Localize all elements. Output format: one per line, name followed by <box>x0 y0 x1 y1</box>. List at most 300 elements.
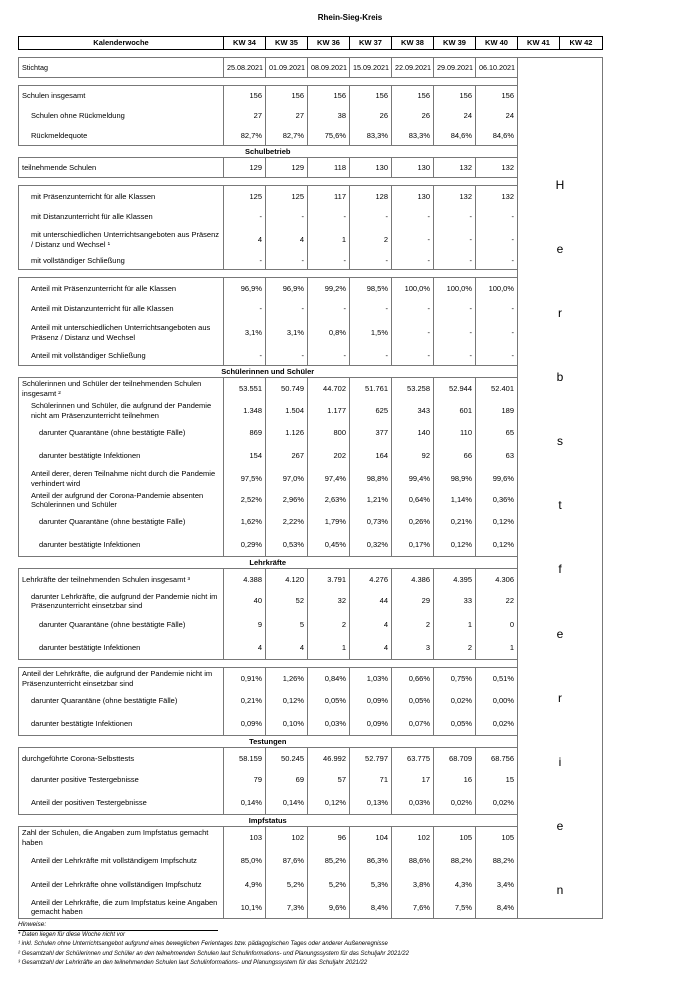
week-header: KW 35 <box>266 37 308 50</box>
date-cell: 29.09.2021 <box>434 58 476 78</box>
footnote-line: * Daten liegen für diese Woche nicht vor <box>18 932 126 939</box>
value-cell: 29 <box>392 590 434 613</box>
vertical-letter: e <box>556 242 564 257</box>
value-cell: 1 <box>434 613 476 637</box>
value-cell: - <box>266 252 308 270</box>
value-cell: 0,66% <box>392 668 434 690</box>
value-cell: 1.348 <box>224 400 266 422</box>
row-label: Anteil mit unterschiedlichen Unterrichtsangeboten aus Präsenz / Distanz und Wechsel <box>19 320 224 346</box>
value-cell: 2,96% <box>266 490 308 511</box>
week-header: KW 38 <box>392 37 434 50</box>
value-cell: 0,12% <box>308 792 350 815</box>
header-label: Kalenderwoche <box>19 37 224 50</box>
vertical-letter: n <box>556 882 564 897</box>
value-cell: 0,12% <box>476 534 518 557</box>
value-cell: 102 <box>266 827 308 849</box>
value-cell: 4.276 <box>350 569 392 590</box>
vertical-letter: H <box>555 178 565 192</box>
table-row <box>19 86 603 106</box>
week-header: KW 36 <box>308 37 350 50</box>
value-cell: 99,4% <box>392 468 434 490</box>
value-cell: 2,63% <box>308 490 350 511</box>
value-cell: - <box>350 252 392 270</box>
value-cell: - <box>266 299 308 320</box>
value-cell: 22 <box>476 590 518 613</box>
row-label: Lehrkräfte der teilnehmenden Schulen insgesamt ³ <box>19 569 224 590</box>
value-cell: 84,6% <box>476 126 518 146</box>
row-label: Anteil der Lehrkräfte, die zum Impfstatus keine Angaben gemacht haben <box>19 897 224 919</box>
row-label: Anteil mit Distanzunterricht für alle Klassen <box>19 299 224 320</box>
value-cell: 53.258 <box>392 378 434 400</box>
value-cell: 10,1% <box>224 897 266 919</box>
row-label: darunter Quarantäne (ohne bestätigte Fälle) <box>19 613 224 637</box>
value-cell: 869 <box>224 422 266 445</box>
row-label: Anteil der Lehrkräfte, die aufgrund der Pandemie nicht im Präsenzunterricht einsetzbar sind <box>19 668 224 690</box>
value-cell: 52.944 <box>434 378 476 400</box>
value-cell: 96,9% <box>224 278 266 299</box>
value-cell: 100,0% <box>392 278 434 299</box>
notes-lines <box>18 931 618 968</box>
value-cell: 52.797 <box>350 748 392 769</box>
value-cell: 85,2% <box>308 849 350 873</box>
value-cell: 125 <box>266 186 308 207</box>
value-cell: 63 <box>476 445 518 468</box>
value-cell: 82,7% <box>266 126 308 146</box>
value-cell: 0,07% <box>392 713 434 736</box>
value-cell: - <box>476 252 518 270</box>
value-cell: 1,5% <box>350 320 392 346</box>
value-cell: 110 <box>434 422 476 445</box>
week-header: KW 42 <box>560 37 603 50</box>
value-cell: 1,26% <box>266 668 308 690</box>
value-cell: 92 <box>392 445 434 468</box>
value-cell: 50.749 <box>266 378 308 400</box>
value-cell: 132 <box>434 158 476 178</box>
value-cell: - <box>434 346 476 366</box>
row-label: mit Distanzunterricht für alle Klassen <box>19 207 224 228</box>
value-cell: 189 <box>476 400 518 422</box>
value-cell: 98,5% <box>350 278 392 299</box>
value-cell: 125 <box>224 186 266 207</box>
autumn-holiday-note <box>518 58 603 919</box>
value-cell: - <box>392 346 434 366</box>
table-row <box>19 668 603 690</box>
vertical-letter: r <box>558 306 562 321</box>
value-cell: - <box>434 252 476 270</box>
value-cell: 65 <box>476 422 518 445</box>
value-cell: 0,36% <box>476 490 518 511</box>
value-cell: 2,52% <box>224 490 266 511</box>
value-cell: 15 <box>476 769 518 792</box>
value-cell: 24 <box>476 106 518 126</box>
header-row <box>19 37 603 50</box>
value-cell: 100,0% <box>476 278 518 299</box>
school-report-table <box>18 36 603 919</box>
week-header: KW 41 <box>518 37 560 50</box>
table-row <box>19 278 603 299</box>
week-header: KW 40 <box>476 37 518 50</box>
section-title: Lehrkräfte <box>249 557 287 567</box>
row-label: darunter positive Testergebnisse <box>19 769 224 792</box>
table-row <box>19 320 603 346</box>
value-cell: 4 <box>224 637 266 660</box>
value-cell: 132 <box>434 186 476 207</box>
value-cell: 202 <box>308 445 350 468</box>
value-cell: 44.702 <box>308 378 350 400</box>
value-cell: 2,22% <box>266 511 308 534</box>
value-cell: 40 <box>224 590 266 613</box>
table-row <box>19 378 603 400</box>
value-cell: 0,14% <box>224 792 266 815</box>
value-cell: 2 <box>350 228 392 252</box>
value-cell: - <box>434 299 476 320</box>
row-label: Schülerinnen und Schüler der teilnehmenden Schulen insgesamt ² <box>19 378 224 400</box>
value-cell: - <box>392 252 434 270</box>
row-label: durchgeführte Corona-Selbsttests <box>19 748 224 769</box>
table-row <box>19 873 603 897</box>
value-cell: 0,10% <box>266 713 308 736</box>
value-cell: 601 <box>434 400 476 422</box>
value-cell: 1 <box>308 228 350 252</box>
value-cell: 8,4% <box>350 897 392 919</box>
value-cell: 79 <box>224 769 266 792</box>
value-cell: - <box>266 207 308 228</box>
vertical-letter: t <box>558 498 562 513</box>
value-cell: 156 <box>266 86 308 106</box>
vertical-letters <box>518 178 602 898</box>
value-cell: 1,03% <box>350 668 392 690</box>
value-cell: 88,6% <box>392 849 434 873</box>
row-label: mit unterschiedlichen Unterrichtsangeboten aus Präsenz / Distanz und Wechsel ¹ <box>19 228 224 252</box>
value-cell: 88,2% <box>476 849 518 873</box>
value-cell: 9 <box>224 613 266 637</box>
value-cell: 4,3% <box>434 873 476 897</box>
table-row <box>19 792 603 815</box>
value-cell: - <box>476 228 518 252</box>
value-cell: 4 <box>350 637 392 660</box>
value-cell: 1,62% <box>224 511 266 534</box>
value-cell: 1 <box>308 637 350 660</box>
value-cell: 0,8% <box>308 320 350 346</box>
week-header: KW 37 <box>350 37 392 50</box>
table-row <box>19 400 603 422</box>
value-cell: 0,29% <box>224 534 266 557</box>
row-label: Schülerinnen und Schüler, die aufgrund der Pandemie nicht am Präsenzunterricht teilnehmen <box>19 400 224 422</box>
value-cell: 4 <box>266 637 308 660</box>
table-row <box>19 422 603 445</box>
value-cell: 2 <box>308 613 350 637</box>
value-cell: - <box>434 228 476 252</box>
value-cell: 156 <box>350 86 392 106</box>
value-cell: 154 <box>224 445 266 468</box>
value-cell: 4.386 <box>392 569 434 590</box>
value-cell: 38 <box>308 106 350 126</box>
value-cell: - <box>224 299 266 320</box>
row-label: Anteil mit vollständiger Schließung <box>19 346 224 366</box>
value-cell: 2 <box>392 613 434 637</box>
value-cell: 800 <box>308 422 350 445</box>
value-cell: 3 <box>392 637 434 660</box>
value-cell: 0,51% <box>476 668 518 690</box>
value-cell: 7,5% <box>434 897 476 919</box>
vertical-letter: r <box>558 690 562 705</box>
value-cell: 99,2% <box>308 278 350 299</box>
value-cell: 44 <box>350 590 392 613</box>
value-cell: 3,8% <box>392 873 434 897</box>
value-cell: 105 <box>434 827 476 849</box>
value-cell: - <box>434 320 476 346</box>
date-cell: 06.10.2021 <box>476 58 518 78</box>
value-cell: 156 <box>224 86 266 106</box>
row-label: Anteil derer, deren Teilnahme nicht durch die Pandemie verhindert wird <box>19 468 224 490</box>
value-cell: 0,12% <box>476 511 518 534</box>
value-cell: 83,3% <box>392 126 434 146</box>
value-cell: 156 <box>476 86 518 106</box>
row-label: Zahl der Schulen, die Angaben zum Impfstatus gemacht haben <box>19 827 224 849</box>
value-cell: 0,32% <box>350 534 392 557</box>
value-cell: 0 <box>476 613 518 637</box>
value-cell: 4 <box>224 228 266 252</box>
table-row <box>19 186 603 207</box>
row-label: darunter Quarantäne (ohne bestätigte Fälle) <box>19 422 224 445</box>
table-row <box>19 468 603 490</box>
value-cell: 4.388 <box>224 569 266 590</box>
value-cell: 26 <box>350 106 392 126</box>
value-cell: 132 <box>476 186 518 207</box>
row-label: Schulen insgesamt <box>19 86 224 106</box>
value-cell: 26 <box>392 106 434 126</box>
value-cell: 0,09% <box>350 713 392 736</box>
value-cell: - <box>392 228 434 252</box>
table-row <box>19 534 603 557</box>
value-cell: 164 <box>350 445 392 468</box>
value-cell: 0,05% <box>308 690 350 713</box>
value-cell: 4.306 <box>476 569 518 590</box>
value-cell: 16 <box>434 769 476 792</box>
value-cell: 100,0% <box>434 278 476 299</box>
value-cell: 46.992 <box>308 748 350 769</box>
value-cell: 132 <box>476 158 518 178</box>
footnote-line: ³ Gesamtzahl der Lehrkräfte an den teilnehmenden Schulen laut Schulinformations- und Planungssystem für das Schuljahr 2021/22 <box>18 959 368 966</box>
value-cell: 0,03% <box>392 792 434 815</box>
row-label: Anteil der Lehrkräfte ohne vollständigen Impfschutz <box>19 873 224 897</box>
value-cell: - <box>308 207 350 228</box>
value-cell: 0,09% <box>350 690 392 713</box>
date-cell: 22.09.2021 <box>392 58 434 78</box>
value-cell: 118 <box>308 158 350 178</box>
value-cell: 129 <box>224 158 266 178</box>
value-cell: 1,79% <box>308 511 350 534</box>
value-cell: - <box>476 299 518 320</box>
table-row <box>19 346 603 366</box>
table-row <box>19 849 603 873</box>
value-cell: 128 <box>350 186 392 207</box>
value-cell: 156 <box>392 86 434 106</box>
value-cell: 50.245 <box>266 748 308 769</box>
page-title: Rhein-Sieg-Kreis <box>317 13 383 22</box>
row-label: darunter Quarantäne (ohne bestätigte Fälle) <box>19 511 224 534</box>
date-cell: 25.08.2021 <box>224 58 266 78</box>
date-cell: 01.09.2021 <box>266 58 308 78</box>
value-cell: 0,12% <box>266 690 308 713</box>
value-cell: 103 <box>224 827 266 849</box>
row-label: darunter bestätigte Infektionen <box>19 637 224 660</box>
value-cell: 4.395 <box>434 569 476 590</box>
row-label: Anteil der Lehrkräfte mit vollständigem Impfschutz <box>19 849 224 873</box>
table-row <box>19 299 603 320</box>
table-row <box>19 106 603 126</box>
value-cell: 0,00% <box>476 690 518 713</box>
value-cell: - <box>308 299 350 320</box>
value-cell: 52.401 <box>476 378 518 400</box>
value-cell: 53.551 <box>224 378 266 400</box>
table-row <box>19 748 603 769</box>
value-cell: 4 <box>350 613 392 637</box>
value-cell: - <box>434 207 476 228</box>
value-cell: 140 <box>392 422 434 445</box>
row-label: darunter bestätigte Infektionen <box>19 713 224 736</box>
value-cell: 0,03% <box>308 713 350 736</box>
value-cell: 0,02% <box>476 713 518 736</box>
value-cell: 71 <box>350 769 392 792</box>
value-cell: 0,73% <box>350 511 392 534</box>
vertical-letter: e <box>556 626 564 641</box>
value-cell: 104 <box>350 827 392 849</box>
value-cell: 7,3% <box>266 897 308 919</box>
date-cell: 15.09.2021 <box>350 58 392 78</box>
value-cell: 83,3% <box>350 126 392 146</box>
value-cell: 5,2% <box>266 873 308 897</box>
value-cell: 17 <box>392 769 434 792</box>
value-cell: 0,09% <box>224 713 266 736</box>
section-title: Schülerinnen und Schüler <box>221 366 315 376</box>
value-cell: 343 <box>392 400 434 422</box>
value-cell: 32 <box>308 590 350 613</box>
value-cell: 1,14% <box>434 490 476 511</box>
value-cell: 58.159 <box>224 748 266 769</box>
value-cell: - <box>224 346 266 366</box>
value-cell: 27 <box>224 106 266 126</box>
value-cell: - <box>350 299 392 320</box>
value-cell: 96,9% <box>266 278 308 299</box>
value-cell: 98,9% <box>434 468 476 490</box>
table-row <box>19 228 603 252</box>
value-cell: - <box>224 207 266 228</box>
value-cell: 33 <box>434 590 476 613</box>
value-cell: - <box>476 346 518 366</box>
table-row <box>19 713 603 736</box>
row-label: Anteil mit Präsenzunterricht für alle Klassen <box>19 278 224 299</box>
notes-title: Hinweise: <box>18 920 218 931</box>
value-cell: 129 <box>266 158 308 178</box>
value-cell: 24 <box>434 106 476 126</box>
value-cell: 57 <box>308 769 350 792</box>
value-cell: 0,14% <box>266 792 308 815</box>
value-cell: - <box>224 252 266 270</box>
value-cell: 4 <box>266 228 308 252</box>
value-cell: 3.791 <box>308 569 350 590</box>
row-label: Anteil der aufgrund der Corona-Pandemie absenten Schülerinnen und Schüler <box>19 490 224 511</box>
value-cell: 377 <box>350 422 392 445</box>
row-label: Rückmeldequote <box>19 126 224 146</box>
table-row <box>19 207 603 228</box>
value-cell: 8,4% <box>476 897 518 919</box>
value-cell: 96 <box>308 827 350 849</box>
footnotes <box>18 920 618 968</box>
value-cell: 0,02% <box>434 792 476 815</box>
vertical-letter: b <box>556 370 564 385</box>
value-cell: 156 <box>308 86 350 106</box>
value-cell: 130 <box>392 158 434 178</box>
week-header: KW 34 <box>224 37 266 50</box>
value-cell: 156 <box>434 86 476 106</box>
value-cell: 5 <box>266 613 308 637</box>
value-cell: 66 <box>434 445 476 468</box>
value-cell: 88,2% <box>434 849 476 873</box>
value-cell: 52 <box>266 590 308 613</box>
value-cell: 0,84% <box>308 668 350 690</box>
value-cell: 68.756 <box>476 748 518 769</box>
value-cell: 87,6% <box>266 849 308 873</box>
value-cell: 0,45% <box>308 534 350 557</box>
value-cell: 1 <box>476 637 518 660</box>
value-cell: - <box>350 346 392 366</box>
footnote-line: ² Gesamtzahl der Schülerinnen und Schüler an den teilnehmenden Schulen laut Schulinformations- und Planungssystem für das Schuljahr 2021/22 <box>18 950 409 957</box>
section-title: Impfstatus <box>248 815 287 825</box>
table-row <box>19 158 603 178</box>
row-label: mit Präsenzunterricht für alle Klassen <box>19 186 224 207</box>
week-header: KW 39 <box>434 37 476 50</box>
value-cell: 63.775 <box>392 748 434 769</box>
row-label: darunter bestätigte Infektionen <box>19 534 224 557</box>
table-row <box>19 897 603 919</box>
value-cell: 105 <box>476 827 518 849</box>
value-cell: 0,75% <box>434 668 476 690</box>
value-cell: 5,2% <box>308 873 350 897</box>
value-cell: 97,5% <box>224 468 266 490</box>
row-label: darunter Quarantäne (ohne bestätigte Fälle) <box>19 690 224 713</box>
value-cell: 267 <box>266 445 308 468</box>
value-cell: 9,6% <box>308 897 350 919</box>
value-cell: 68.709 <box>434 748 476 769</box>
row-label: darunter bestätigte Infektionen <box>19 445 224 468</box>
value-cell: 0,91% <box>224 668 266 690</box>
value-cell: 0,64% <box>392 490 434 511</box>
value-cell: 97,4% <box>308 468 350 490</box>
value-cell: - <box>476 207 518 228</box>
vertical-letter: s <box>557 434 563 449</box>
value-cell: 0,05% <box>392 690 434 713</box>
table-row <box>19 637 603 660</box>
value-cell: 0,02% <box>476 792 518 815</box>
section-header <box>19 557 603 569</box>
value-cell: 75,6% <box>308 126 350 146</box>
vertical-letter: e <box>556 818 564 833</box>
value-cell: 84,6% <box>434 126 476 146</box>
value-cell: 1.177 <box>308 400 350 422</box>
value-cell: 2 <box>434 637 476 660</box>
value-cell: 69 <box>266 769 308 792</box>
section-header <box>19 146 603 158</box>
value-cell: 0,13% <box>350 792 392 815</box>
value-cell: - <box>392 320 434 346</box>
section-header <box>19 366 603 378</box>
section-title: Schulbetrieb <box>245 146 291 156</box>
value-cell: 3,4% <box>476 873 518 897</box>
value-cell: - <box>392 299 434 320</box>
row-label: mit vollständiger Schließung <box>19 252 224 270</box>
value-cell: 3,1% <box>224 320 266 346</box>
